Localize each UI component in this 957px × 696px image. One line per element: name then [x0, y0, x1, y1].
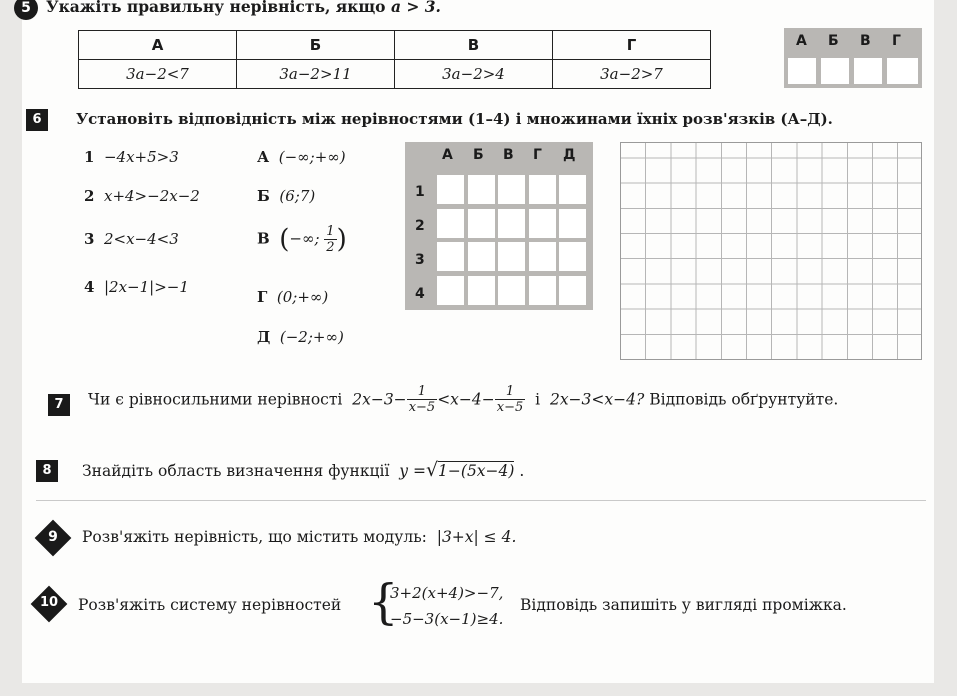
task5-options-table — [78, 30, 711, 89]
task5-answer-label-b: Б — [828, 33, 839, 49]
task5-header-v: В — [395, 31, 553, 60]
task6-matrix-cell[interactable] — [498, 276, 525, 305]
task6-matrix-cell[interactable] — [559, 276, 586, 305]
task6-col-g: Г — [533, 147, 542, 163]
task6-matrix-cell[interactable] — [437, 209, 464, 238]
task6-matrix-cell[interactable] — [559, 242, 586, 271]
task6-matrix-cell[interactable] — [529, 276, 556, 305]
task6-col-d: Д — [563, 147, 576, 163]
task6-col-a: А — [442, 147, 453, 163]
task6-matrix-cell[interactable] — [468, 276, 495, 305]
task6-inequality-1: 1 −4x+5>3 — [84, 148, 179, 166]
task6-prompt: Установіть відповідність між нерівностями (1–4) і множинами їхніх розв'язків (А–Д). — [76, 110, 833, 128]
task10-line1: 3+2(x+4)>−7, — [390, 584, 504, 602]
task6-matrix-cell[interactable] — [437, 242, 464, 271]
task5-number-badge: 5 — [14, 0, 38, 20]
task10-system-brace: { — [368, 574, 399, 630]
task6-matrix-cell[interactable] — [468, 242, 495, 271]
task5-header-a: А — [79, 31, 237, 60]
task6-number-badge: 6 — [26, 109, 48, 131]
task6-matrix-cell[interactable] — [559, 175, 586, 204]
task5-answer-cell-g[interactable] — [887, 58, 918, 84]
task6-matrix-cell[interactable] — [529, 209, 556, 238]
task6-set-d: Д (−2;+∞) — [257, 328, 344, 346]
task6-row-2: 2 — [415, 218, 425, 234]
task10-number-text: 10 — [39, 595, 59, 610]
task10-system — [390, 580, 503, 632]
task5-answer-label-v: В — [860, 33, 871, 49]
task5-option-v: 3a−2>4 — [395, 60, 553, 89]
task10-tail: Відповідь запишіть у вигляді проміжка. — [520, 596, 847, 614]
task5-option-b: 3a−2>11 — [237, 60, 395, 89]
task6-row-1: 1 — [415, 184, 425, 200]
task6-matrix-cell[interactable] — [498, 175, 525, 204]
task9-prompt: Розв'яжіть нерівність, що містить модуль: |3+x| ≤ 4. — [82, 528, 517, 546]
task6-matrix-cell[interactable] — [559, 209, 586, 238]
task6-row-4: 4 — [415, 286, 425, 302]
task5-answer-cell-v[interactable] — [854, 58, 882, 84]
worksheet-page — [22, 0, 934, 683]
task6-inequality-4: 4 |2x−1|>−1 — [84, 278, 189, 296]
task5-answer-label-g: Г — [892, 33, 901, 49]
task6-set-b: Б (6;7) — [257, 187, 316, 205]
task6-set-v: В (−∞; $\frac{1}{2}$ ) — [257, 224, 347, 255]
task7-prompt: Чи є рівносильними нерівності 2x−3− $\frac{1}{x-5}$ <x−4− $\frac{1}{x-5}$ і 2x−3<x−4? Відповідь обґрунтуйте. — [88, 384, 839, 415]
task7-number-badge: 7 — [48, 394, 70, 416]
task5-answer-label-a: А — [796, 33, 807, 49]
task10-line2: −5−3(x−1)≥4. — [390, 610, 504, 628]
task6-set-a: А (−∞;+∞) — [257, 148, 346, 166]
task10-prompt: Розв'яжіть систему нерівностей — [78, 596, 342, 614]
task6-set-g: Г (0;+∞) — [257, 288, 329, 306]
task5-option-a: 3a−2<7 — [79, 60, 237, 89]
task6-row-3: 3 — [415, 252, 425, 268]
task6-inequality-2: 2 x+4>−2x−2 — [84, 187, 200, 205]
task6-matrix-cell[interactable] — [529, 175, 556, 204]
task5-answer-cell-a[interactable] — [788, 58, 816, 84]
task6-col-v: В — [503, 147, 514, 163]
task5-answer-cell-b[interactable] — [821, 58, 849, 84]
task5-header-b: Б — [237, 31, 395, 60]
section-divider — [36, 500, 926, 501]
task6-scratch-grid[interactable] — [620, 142, 922, 360]
task6-matrix-cell[interactable] — [498, 242, 525, 271]
task8-prompt: Знайдіть область визначення функції y =√1−(5x−4) . — [82, 459, 525, 481]
task6-matrix-cell[interactable] — [468, 209, 495, 238]
task6-answer-matrix — [405, 142, 593, 310]
task5-header-g: Г — [553, 31, 711, 60]
task6-matrix-cell[interactable] — [437, 175, 464, 204]
task9-number-text: 9 — [48, 529, 58, 545]
task5-answer-box — [784, 28, 922, 88]
task6-matrix-cell[interactable] — [498, 209, 525, 238]
task6-inequality-3: 3 2<x−4<3 — [84, 230, 179, 248]
task5-prompt: Укажіть правильну нерівність, якщо a > 3. — [46, 0, 441, 16]
task8-number-badge: 8 — [36, 460, 58, 482]
task6-matrix-cell[interactable] — [529, 242, 556, 271]
task5-option-g: 3a−2>7 — [553, 60, 711, 89]
task6-matrix-cell[interactable] — [468, 175, 495, 204]
task6-col-b: Б — [473, 147, 484, 163]
task6-matrix-cell[interactable] — [437, 276, 464, 305]
